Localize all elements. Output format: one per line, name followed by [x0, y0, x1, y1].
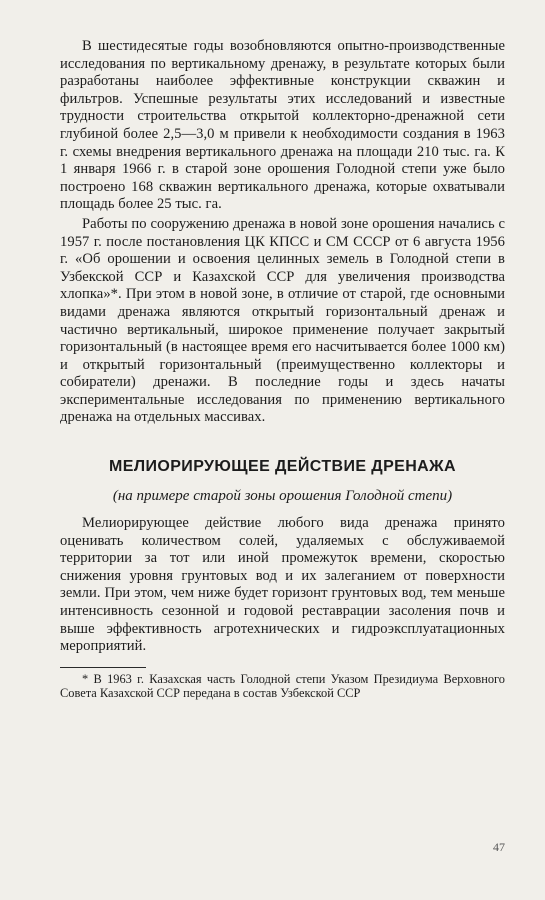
section-heading: МЕЛИОРИРУЮЩЕЕ ДЕЙСТВИЕ ДРЕНАЖА — [109, 458, 456, 476]
page-number: 47 — [493, 840, 505, 854]
paragraph-vertical-drainage: В шестидесятые годы возобновляются опытно-производственные исследования по вертикальному дренажу, в результате которых были разработаны наиболее эффективные конструкции скважин и фильтров. Успешные результаты этих исследований и известные трудности строительства открытой коллекторно-дренажной сети глубиной более 2,5—3,0 м привели к необходимости создания в 1963 г. схемы внедрения вертикального дренажа на площади 210 тыс. га. К 1 января 1966 г. в старой зоне орошения Голодной степи уже было построено 168 скважин вертикального дренажа, которые охватывали площадь более 25 тыс. га. — [60, 38, 505, 213]
footnote-divider — [60, 667, 146, 668]
paragraph-new-zone-drainage: Работы по сооружению дренажа в новой зоне орошения начались с 1957 г. после постановления ЦК КПСС и СМ СССР от 6 августа 1956 г. «Об орошении и освоения целинных земель в Голодной степи в Узбекской ССР и Казахской ССР для увеличения производства хлопка»*. При этом в новой зоне, в отличие от старой, где основными видами дренажа являются открытый горизонтальный дренаж и частично вертикальный, широкое применение получает закрытый горизонтальный (в настоящее время его насчитывается более 1000 км) и открытый горизонтальный (преимущественно коллекторы и собиратели) дренажи. В последние годы и здесь начаты экспериментальные исследования по применению вертикального дренажа на отдельных массивах. — [60, 215, 505, 426]
section-subheading: (на примере старой зоны орошения Голодной степи) — [112, 488, 453, 505]
footnote: * В 1963 г. Казахская часть Голодной степи Указом Президиума Верховного Совета Казахской ССР передана в состав Узбекской ССР — [60, 671, 505, 701]
paragraph-meliorative-effect: Мелиорирующее действие любого вида дренажа принято оценивать количеством солей, удаляемых с обслуживаемой территории за тот или иной промежуток времени, скоростью снижения уровня грунтовых вод и их залеганием от поверхности земли. При этом, чем ниже будет горизонт грунтовых вод, тем меньше интенсивность сезонной и годовой реставрации засоления почв и выше эффективность агротехнических и гидроэксплуатационных мероприятий. — [60, 515, 505, 655]
